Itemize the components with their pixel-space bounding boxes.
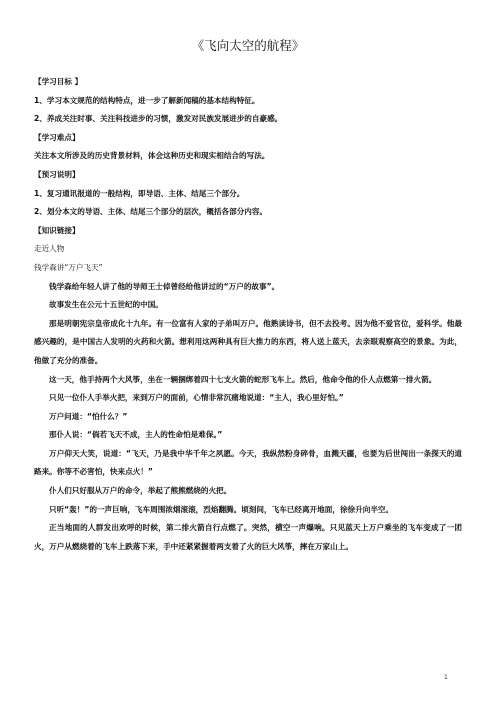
story-paragraph: 那是明朝宪宗皇帝成化十九年。有一位富有人家的子弟叫万户。他熟读诗书，但不去投考。因为他不爱官位，爱科学。他最感兴趣的，是中国古人发明的火药和火箭。想利用这两种具有巨大推力的东西，将人送上蓝天，去亲眼观察高空的景象。为此，他做了充分的准备。 [34,318,462,365]
section-heading-difficulty: 【学习难点】 [34,132,80,142]
section-heading-preview: 【预习说明】 [34,169,80,179]
document-title: 《飞向太空的航程》 [191,38,305,53]
document-body [34,73,462,556]
story-paragraph: 万户仰天大笑，说道：“飞天，乃是我中华千年之夙愿。今天，我纵然粉身碎骨，血溅天疆，也要为后世闯出一条探天的道路来。你等不必害怕，快来点火！” [34,448,462,477]
section-heading-objectives: 【学习目标 】 [34,77,83,86]
story-paragraph: 只见一位仆人手举火把，来到万户的面前，心情非常沉痛地说道：“主人，我心里好怕。” [49,393,344,403]
story-paragraph: 万户问道：“怕什么？” [49,411,128,421]
preview-item: 2、划分本文的导语、主体、结尾三个部分的层次，概括各部分内容。 [34,207,268,217]
story-paragraph: 仆人们只好服从万户的命令，举起了熊熊燃烧的火把。 [49,486,232,496]
objective-item: 1、学习本文规范的结构特点，进一步了解新闻稿的基本结构特征。 [34,95,260,105]
story-paragraph: 钱学森给年轻人讲了他的导师王士倬曾经给他讲过的“万户的故事”。 [49,281,280,291]
difficulty-text: 关注本文所涉及的历史背景材料，体会这种历史和现实相结合的写法。 [34,151,270,161]
story-paragraph: 那仆人说：“倘若飞天不成，主人的性命怕是难保。” [49,430,223,440]
story-paragraph: 只听“轰！”的一声巨响，飞车周围浓烟滚滚，烈焰翻腾。顷刻间，飞车已经离开地面，徐徐升向半空。 [49,504,394,514]
subheading-people: 走近人物 [34,244,65,254]
page-number: 1 [444,674,448,681]
story-paragraph: 这一天，他手持两个大风筝，坐在一辆捆绑着四十七支火箭的蛇形飞车上。然后，他命令他的仆人点燃第一排火箭。 [49,374,437,384]
objective-item: 2、养成关注时事、关注科技进步的习惯，激发对民族发展进步的自豪感。 [34,114,283,124]
preview-item: 1、复习通讯报道的一般结构，即导语、主体、结尾三个部分。 [34,188,245,198]
section-heading-knowledge: 【知识链接】 [34,225,80,235]
story-paragraph: 正当地面的人群发出欢呼的时候，第二排火箭自行点燃了。突然，横空一声爆响。只见蓝天上万户乘坐的飞车变成了一团火，万户从燃烧着的飞车上跌落下来，手中还紧紧握着两支着了火的巨大风筝，摔在万家山上。 [34,523,462,551]
story-paragraph: 故事发生在公元十五世纪的中国。 [49,300,163,310]
story-title: 钱学森讲“万户飞天” [34,262,103,272]
